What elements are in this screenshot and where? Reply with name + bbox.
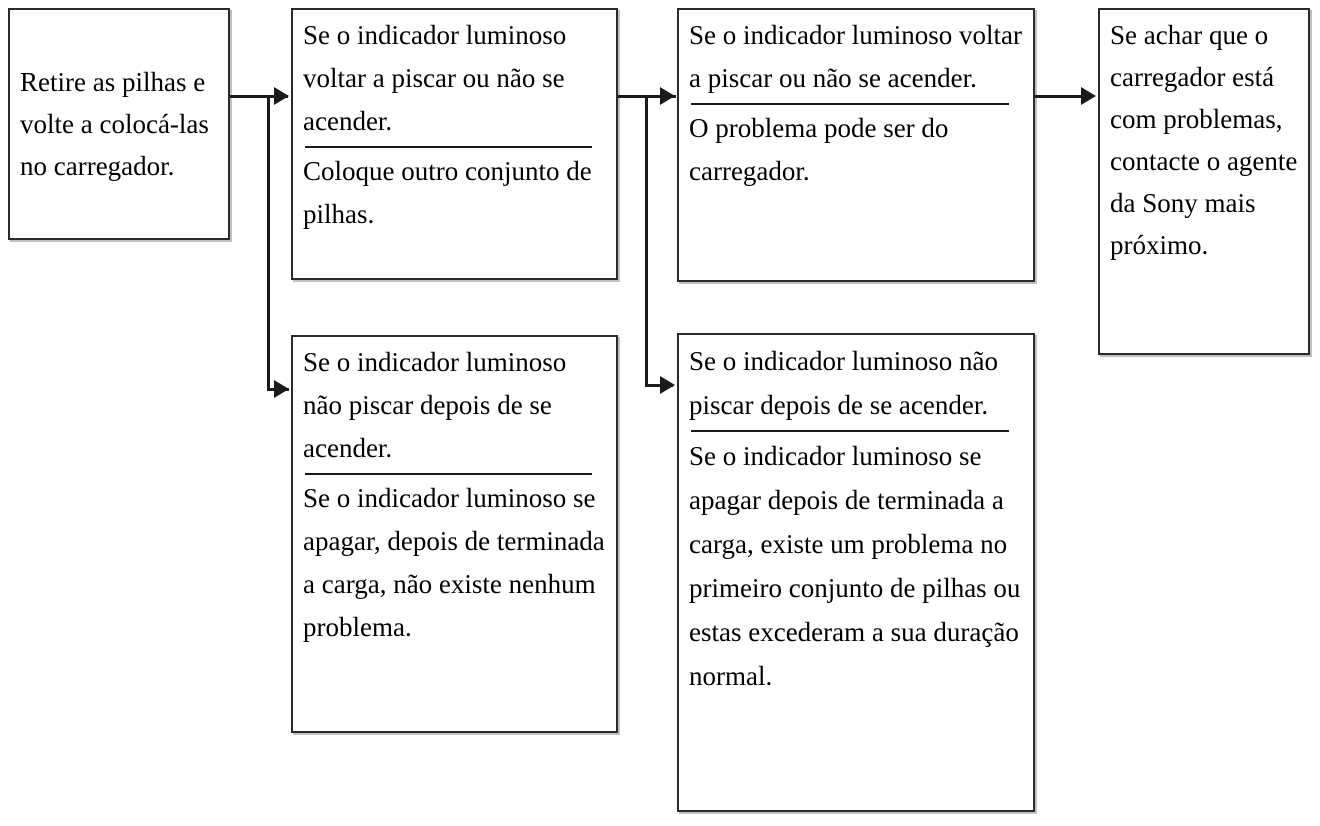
connector-start-vertical — [267, 95, 270, 388]
divider-col3-bottom — [691, 430, 1009, 432]
flow-box-col2-top-consequence: Coloque outro conjunto de pilhas. — [303, 156, 599, 229]
flow-box-col2-bottom-condition: Se o indicador luminoso não piscar depois de se acender. — [303, 347, 573, 463]
arrowhead-to-col2-bottom — [274, 380, 289, 398]
flow-box-end[interactable] — [1098, 8, 1310, 355]
flow-box-col3-bottom-condition: Se o indicador luminoso não piscar depois de se acender. — [689, 346, 1005, 420]
flow-box-col2-top[interactable] — [291, 8, 618, 280]
flow-box-col2-top-condition: Se o indicador luminoso voltar a piscar ou não se acender. — [303, 20, 573, 136]
connector-col3-to-end — [1035, 95, 1083, 98]
arrowhead-to-col3-bottom — [660, 376, 675, 394]
flow-box-col3-bottom[interactable] — [677, 333, 1035, 812]
flow-box-col2-bottom[interactable] — [291, 335, 618, 733]
divider-col3-top — [691, 103, 1009, 105]
arrowhead-to-col2-top — [274, 87, 289, 105]
flow-box-start-text: Retire as pilhas e volte a colocá-las no carregador. — [20, 67, 216, 181]
flow-box-col3-top[interactable] — [677, 8, 1035, 282]
flow-box-col2-bottom-consequence: Se o indicador luminoso se apagar, depois de terminada a carga, não existe nenhum problema. — [303, 483, 612, 642]
arrowhead-to-col3-top — [660, 87, 675, 105]
flow-box-col3-top-consequence: O problema pode ser do carregador. — [689, 113, 956, 186]
arrowhead-to-end — [1081, 87, 1096, 105]
connector-col2-vertical — [645, 95, 648, 384]
divider-col2-top — [305, 146, 592, 148]
flow-box-col3-bottom-consequence: Se o indicador luminoso se apagar depois de terminada a carga, existe um problema no primeiro conjunto de pilhas ou estas excederam a sua duração normal. — [689, 441, 1028, 691]
flow-box-col3-top-condition: Se o indicador luminoso voltar a piscar ou não se acender. — [689, 20, 1029, 93]
flow-box-end-text: Se achar que o carregador está com problemas, contacte o agente da Sony mais próximo. — [1110, 20, 1305, 260]
divider-col2-bottom — [305, 473, 592, 475]
flow-box-start[interactable] — [8, 8, 230, 240]
